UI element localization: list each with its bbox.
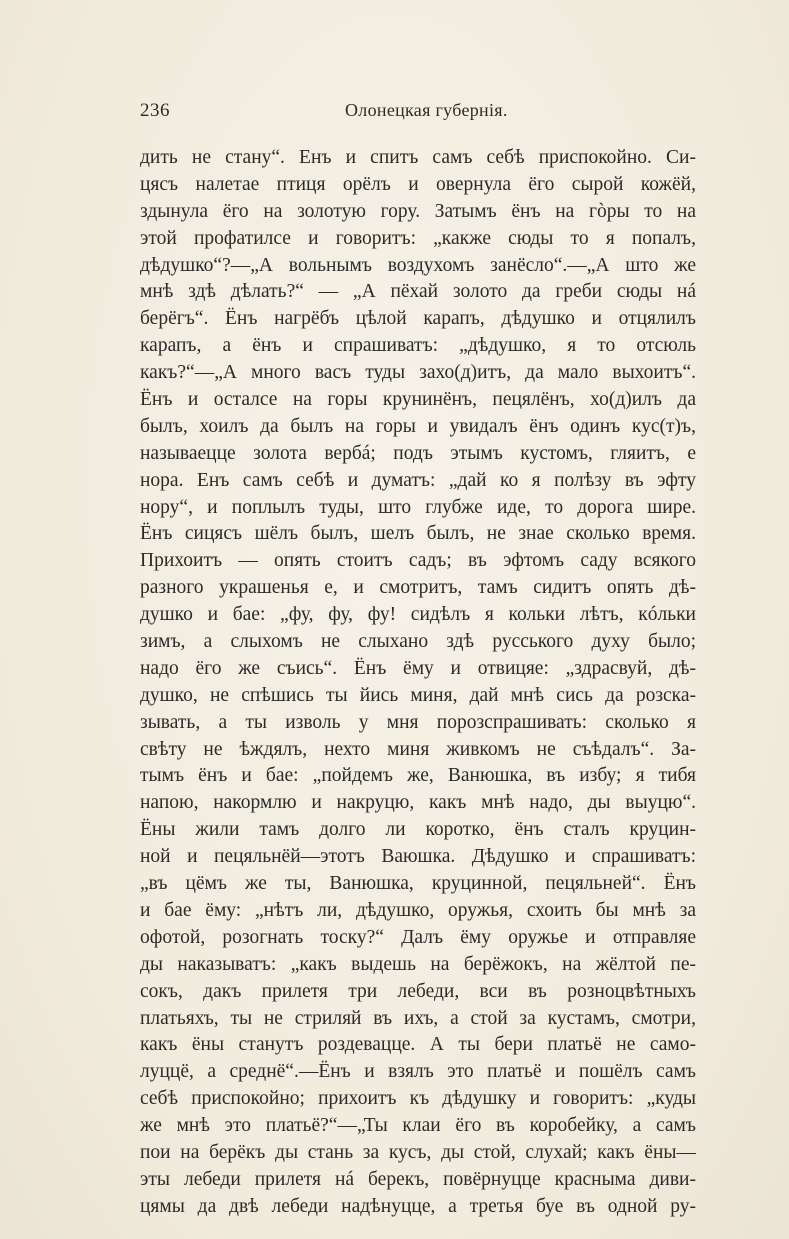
text-line: душко и бае: „фу, фу, фу! сидѣлъ я кольки лѣтъ, кóльки <box>140 604 696 626</box>
text-line: берёгъ“. Ёнъ нагрёбъ цѣлой карапъ, дѣдушко и отцялилъ <box>140 308 696 330</box>
text-line: Ёнъ сицясъ шёлъ былъ, шелъ былъ, не знае сколько время. <box>140 523 696 545</box>
text-line: тымъ ёнъ и бае: „пойдемъ же, Ванюшка, въ избу; я тибя <box>140 765 696 787</box>
text-line: цямы да двѣ лебеди надѣнуцце, а третья буе въ одной ру- <box>140 1195 696 1217</box>
text-line: называецце золота вербá; подъ этымъ кустомъ, гляитъ, е <box>140 442 696 464</box>
text-line: и бае ёму: „нѣтъ ли, дѣдушко, оружья, схоить бы мнѣ за <box>140 899 696 921</box>
text-line: напою, накормлю и накруцю, какъ мнѣ надо, ды выуцю“. <box>140 792 696 814</box>
text-line: зывать, а ты изволь у мня порозспрашивать: сколько я <box>140 711 696 733</box>
text-line: пои на берёкъ ды стань за кусъ, ды стой, слухай; какъ ёны— <box>140 1141 696 1163</box>
text-line: дѣдушко“?—„А вольнымъ воздухомъ занёсло“.—„А што же <box>140 254 696 276</box>
text-line: сокъ, дакъ прилетя три лебеди, вси въ розноцвѣтныхъ <box>140 980 696 1002</box>
text-line: платьяхъ, ты не стриляй въ ихъ, а стой за кустамъ, смотри, <box>140 1007 696 1029</box>
running-title: Олонецкая губернія. <box>345 100 508 120</box>
text-line: эты лебеди прилетя нá берекъ, повёрнуцце красныма диви- <box>140 1168 696 1190</box>
text-line: офотой, розогнать тоску?“ Далъ ёму оружье и отправляе <box>140 926 696 948</box>
page-header <box>140 100 695 124</box>
text-line: дить не стану“. Енъ и спитъ самъ себѣ приспокойно. Си- <box>140 147 696 168</box>
text-line: какъ ёны станутъ роздевацце. А ты бери платьё не само- <box>140 1034 696 1056</box>
text-line: карапъ, а ёнъ и спрашиватъ: „дѣдушко, я то отсюль <box>140 335 696 357</box>
text-line: Ёнъ и осталсе на горы крунинёнъ, пецялёнъ, хо(д)илъ да <box>140 389 696 411</box>
text-line: же мнѣ это платьё?“—„Ты клаи ёго въ коробейку, а самъ <box>140 1115 696 1137</box>
text-line: нору“, и поплылъ туды, што глубже иде, то дорога шире. <box>140 496 696 518</box>
text-line: зимъ, а слыхомъ не слыхано здѣ русського духу было; <box>140 631 696 653</box>
text-line: свѣту не ѣждялъ, нехто миня живкомъ не съѣдалъ“. За- <box>140 738 696 760</box>
text-line: мнѣ здѣ дѣлать?“ — „А пёхай золото да греби сюды нá <box>140 281 696 303</box>
text-line: Прихоитъ — опять стоитъ садъ; въ эфтомъ саду всякого <box>140 550 696 572</box>
text-line: разного украшенья е, и смотритъ, тамъ сидитъ опять дѣ- <box>140 577 696 599</box>
text-line: цясъ налетае птиця орёлъ и овернула ёго сырой кожёй, <box>140 173 696 195</box>
text-line: какъ?“—„А много васъ туды захо(д)итъ, да мало выхоитъ“. <box>140 362 696 384</box>
text-line: здынула ёго на золотую гору. Затымъ ёнъ на гòры то на <box>140 200 696 222</box>
text-line: былъ, хоилъ да былъ на горы и увидалъ ёнъ одинъ кус(т)ъ, <box>140 415 696 437</box>
page-number: 236 <box>140 100 170 121</box>
text-line: этой профатилсе и говоритъ: „какже сюды то я попалъ, <box>140 227 696 249</box>
text-line: себѣ приспокойно; прихоитъ къ дѣдушку и говоритъ: „куды <box>140 1088 696 1110</box>
text-line: надо ёго же съись“. Ёнъ ёму и отвицяе: „здрасвуй, дѣ- <box>140 657 696 679</box>
text-line: ной и пецяльнёй—этотъ Ваюшка. Дѣдушко и спрашиватъ: <box>140 846 696 868</box>
text-line: луццё, а среднё“.—Ёнъ и взялъ это платьё и пошёлъ самъ <box>140 1061 696 1083</box>
text-line: Ёны жили тамъ долго ли коротко, ёнъ сталъ круцин- <box>140 819 696 841</box>
body-text <box>140 145 696 1221</box>
text-line: нора. Енъ самъ себѣ и думатъ: „дай ко я полѣзу въ эфту <box>140 469 696 491</box>
text-line: ды наказыватъ: „какъ выдешь на берёжокъ, на жёлтой пе- <box>140 953 696 975</box>
text-line: душко, не спѣшись ты йись миня, дай мнѣ сись да розска- <box>140 684 696 706</box>
text-line: „въ цёмъ же ты, Ванюшка, круцинной, пецяльней“. Ёнъ <box>140 873 696 895</box>
